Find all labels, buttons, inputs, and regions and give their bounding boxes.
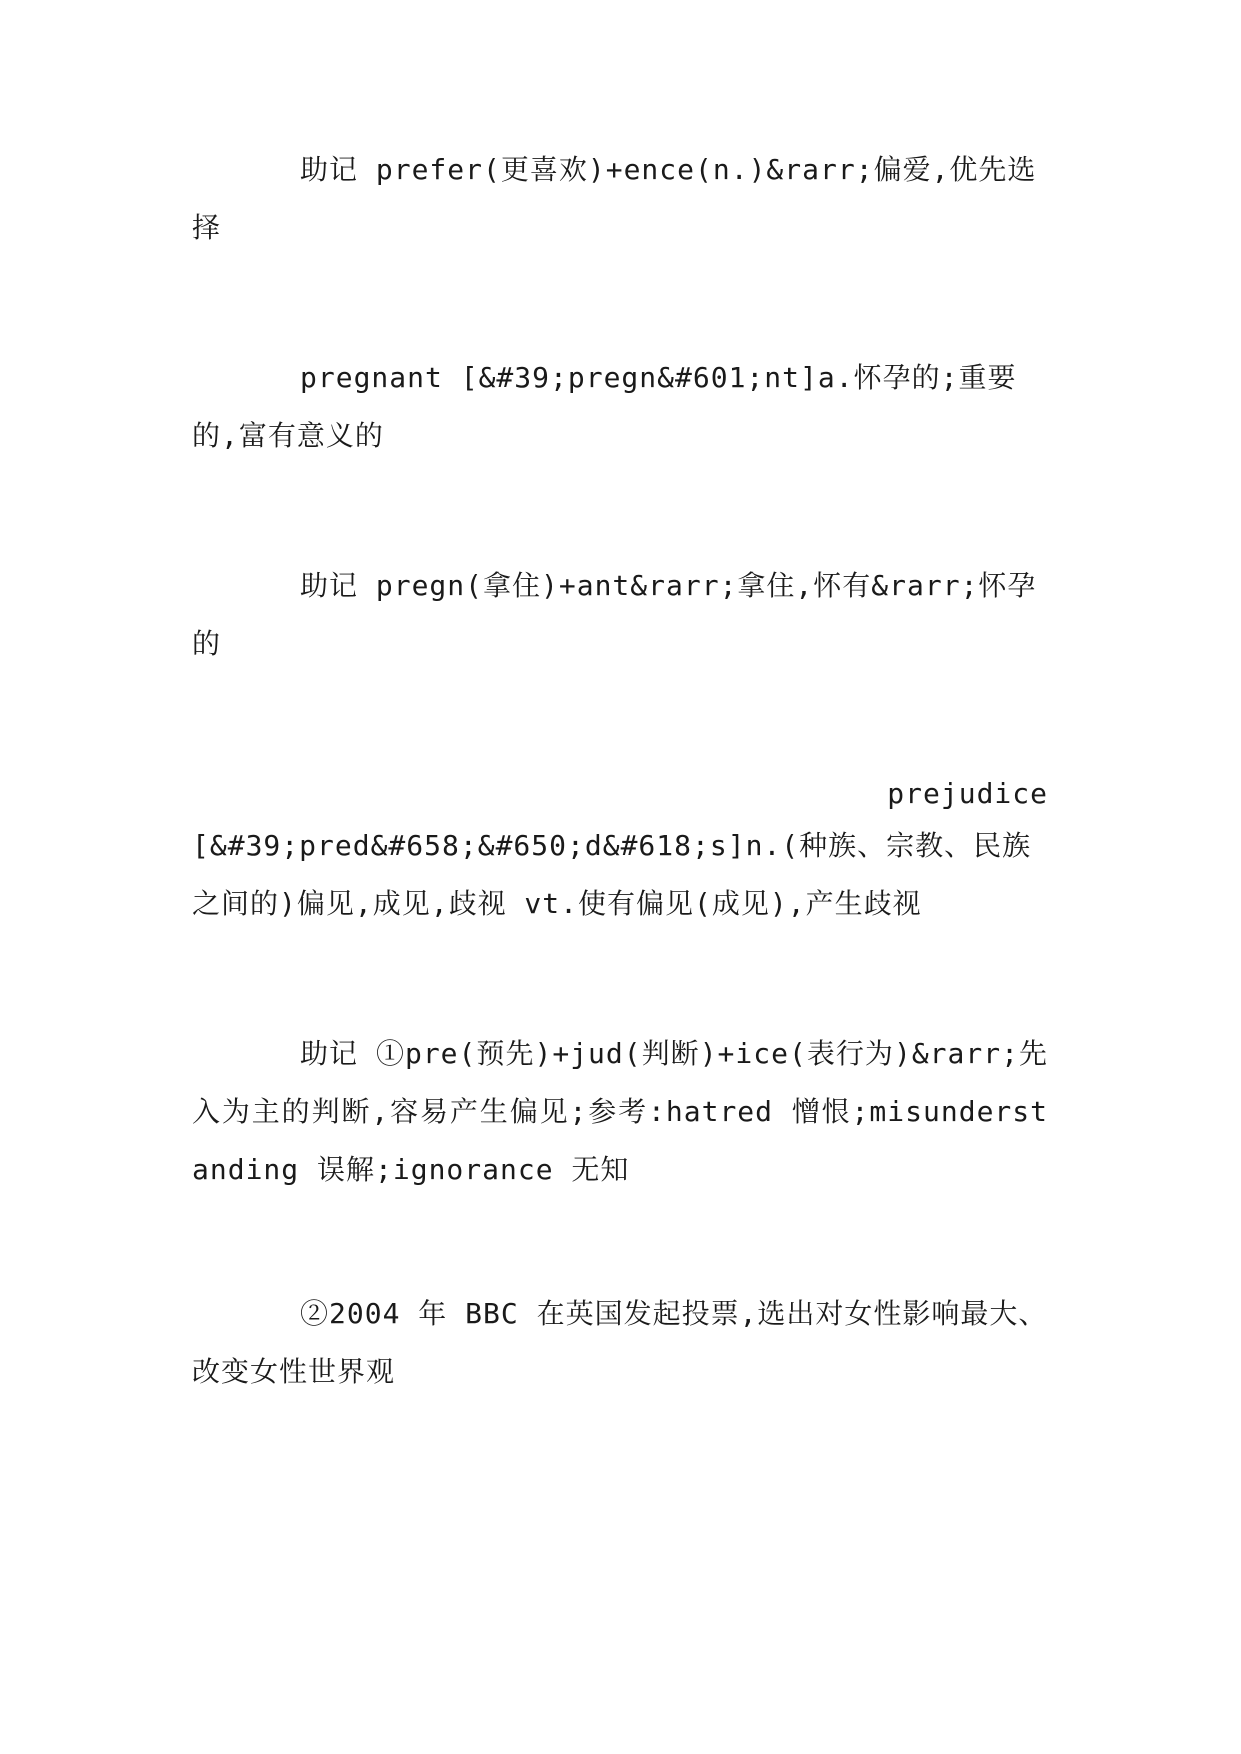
paragraph-prejudice-definition: [&#39;pred&#658;&#650;d&#618;s]n.(种族、宗教、民族之间的)偏见,成见,歧视 vt.使有偏见(成见),产生歧视 [192,829,1032,920]
paragraph-prejudice-mnemonic: 助记 ①pre(预先)+jud(判断)+ice(表行为)&rarr;先入为主的判断,容易产生偏见;参考:hatred 憎恨;misunderstanding 误解;ignorance 无知 [192,1037,1048,1186]
prejudice-headword: prejudice [887,777,1048,810]
paragraph-prefer-mnemonic: 助记 prefer(更喜欢)+ence(n.)&rarr;偏爱,优先选择 [192,153,1037,244]
paragraph-pregnant-definition: pregnant [&#39;pregn&#601;nt]a.怀孕的;重要的,富有意义的 [192,361,1017,452]
paragraph-pregnant-mnemonic: 助记 pregn(拿住)+ant&rarr;拿住,怀有&rarr;怀孕的 [192,569,1037,660]
paragraph-bbc-vote: ②2004 年 BBC 在英国发起投票,选出对女性影响最大、改变女性世界观 [192,1297,1048,1388]
